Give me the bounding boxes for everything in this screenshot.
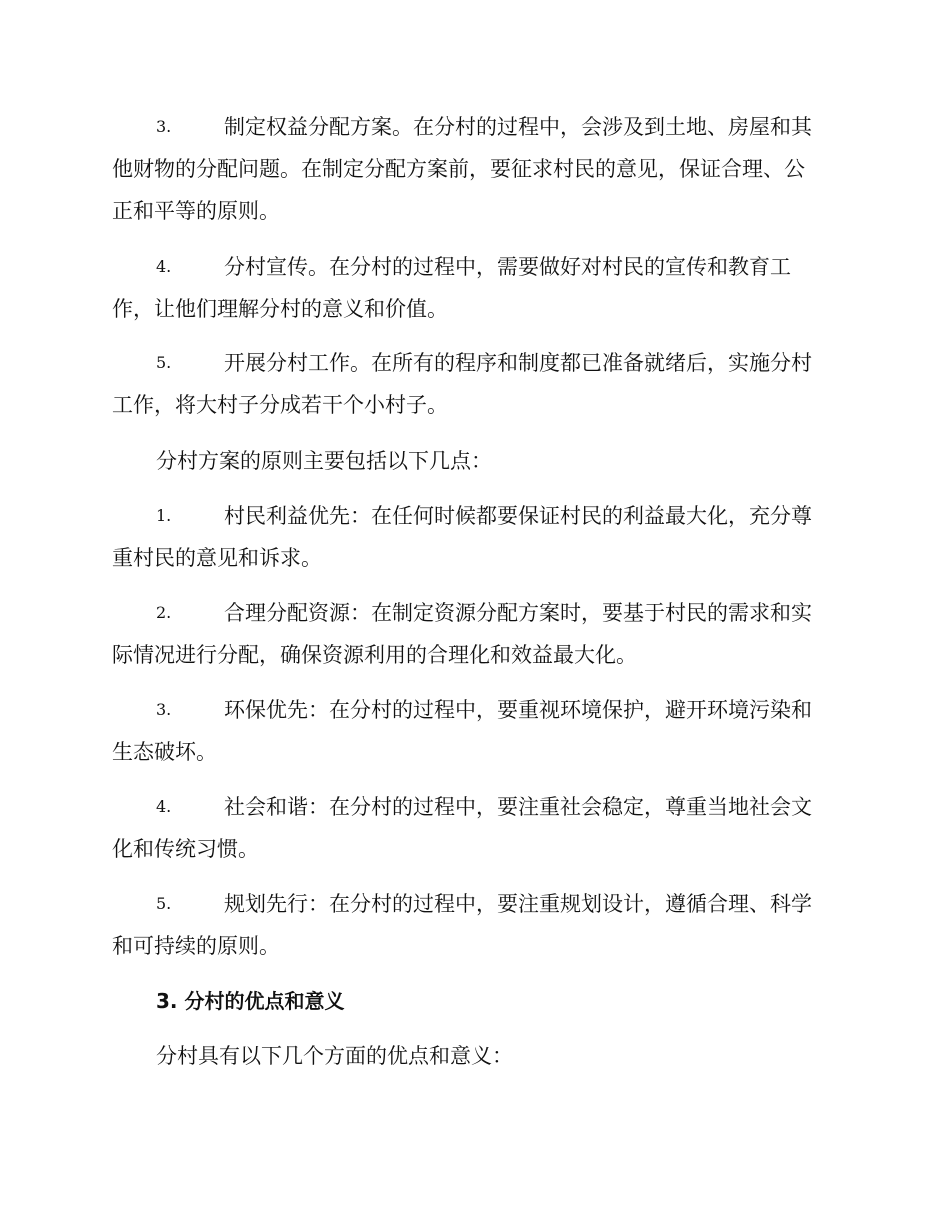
list-number: 5. bbox=[156, 353, 172, 372]
list-item bbox=[112, 342, 836, 426]
list-item bbox=[112, 786, 836, 870]
list-text: 作，让他们理解分村的意义和价值。 bbox=[112, 297, 448, 321]
list-item bbox=[112, 592, 836, 676]
list-text: 正和平等的原则。 bbox=[112, 199, 280, 223]
list-item bbox=[112, 495, 836, 579]
list-text: 际情况进行分配，确保资源利用的合理化和效益最大化。 bbox=[112, 643, 637, 667]
list-text: 生态破坏。 bbox=[112, 740, 217, 764]
list-item bbox=[112, 689, 836, 773]
list-number: 3. bbox=[156, 700, 172, 719]
list-text: 制定权益分配方案。在分村的过程中，会涉及到土地、房屋和其 bbox=[224, 115, 812, 139]
list-text: 分村宣传。在分村的过程中，需要做好对村民的宣传和教育工 bbox=[224, 255, 791, 279]
list-text: 社会和谐：在分村的过程中，要注重社会稳定，尊重当地社会文 bbox=[224, 795, 812, 819]
list-number: 5. bbox=[156, 894, 172, 913]
heading-text: 3. 分村的优点和意义 bbox=[156, 989, 345, 1013]
list-number: 4. bbox=[156, 257, 172, 276]
list-text: 环保优先：在分村的过程中，要重视环境保护，避开环境污染和 bbox=[224, 698, 812, 722]
list-text: 村民利益优先：在任何时候都要保证村民的利益最大化，充分尊 bbox=[224, 504, 812, 528]
list-number: 2. bbox=[156, 603, 172, 622]
list-item bbox=[112, 883, 836, 967]
list-number: 4. bbox=[156, 797, 172, 816]
paragraph-text: 分村方案的原则主要包括以下几点： bbox=[156, 449, 492, 473]
section-heading bbox=[112, 980, 836, 1022]
list-text: 化和传统习惯。 bbox=[112, 837, 259, 861]
list-text: 合理分配资源：在制定资源分配方案时，要基于村民的需求和实 bbox=[224, 601, 812, 625]
paragraph-text: 分村具有以下几个方面的优点和意义： bbox=[156, 1044, 513, 1068]
paragraph bbox=[112, 440, 836, 482]
paragraph bbox=[112, 1035, 836, 1077]
list-text: 他财物的分配问题。在制定分配方案前，要征求村民的意见，保证合理、公 bbox=[112, 157, 805, 181]
list-number: 1. bbox=[156, 506, 172, 525]
list-number: 3. bbox=[156, 117, 172, 136]
list-text: 工作，将大村子分成若干个小村子。 bbox=[112, 393, 448, 417]
list-text: 开展分村工作。在所有的程序和制度都已准备就绪后，实施分村 bbox=[224, 351, 812, 375]
list-text: 重村民的意见和诉求。 bbox=[112, 546, 322, 570]
list-text: 规划先行：在分村的过程中，要注重规划设计，遵循合理、科学 bbox=[224, 892, 812, 916]
list-item bbox=[112, 106, 836, 232]
list-text: 和可持续的原则。 bbox=[112, 934, 280, 958]
list-item bbox=[112, 246, 836, 330]
